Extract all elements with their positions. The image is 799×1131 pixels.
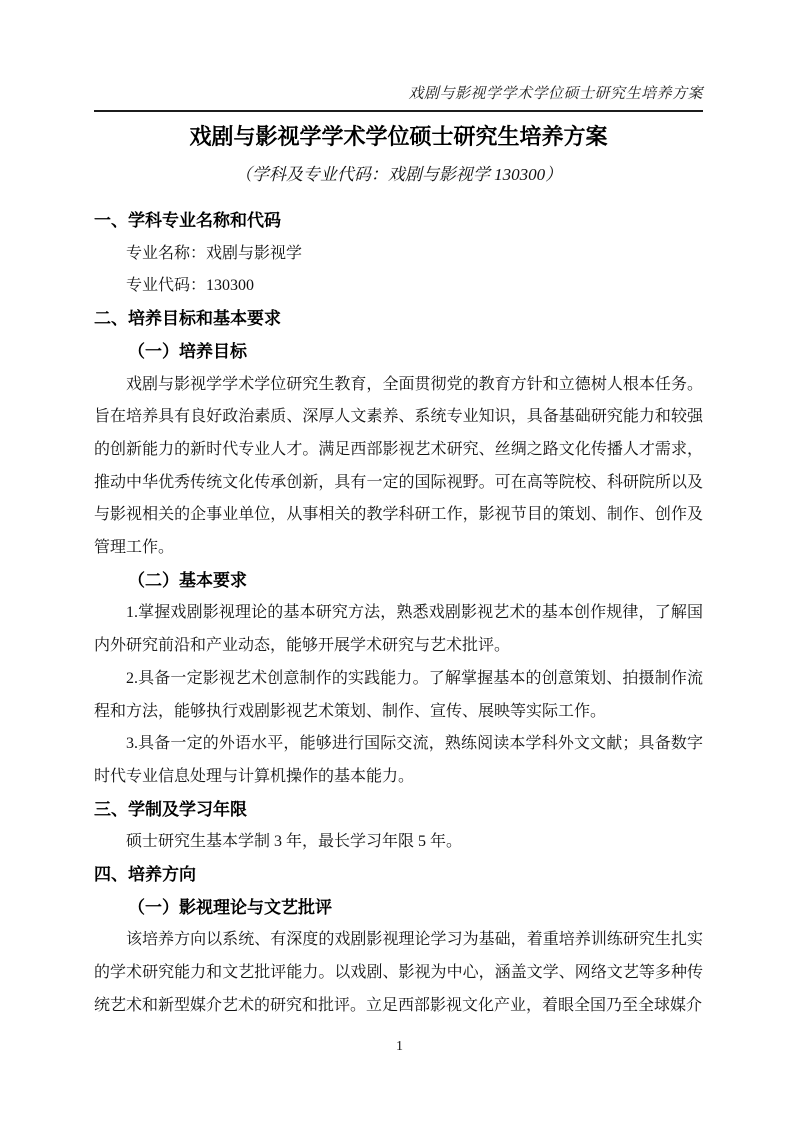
paragraph: 2.具备一定影视艺术创意制作的实践能力。了解掌握基本的创意策划、拍摄制作流程和方法，能够执行戏剧影视艺术策划、制作、宣传、展映等实际工作。 (94, 669, 703, 720)
document-body (94, 205, 703, 1023)
paragraph: 3.具备一定的外语水平，能够进行国际交流，熟练阅读本学科外文文献；具备数字时代专业信息处理与计算机操作的基本能力。 (94, 735, 703, 785)
section-heading: 一、学科专业名称和代码 (94, 211, 281, 230)
subsection-heading: （二）基本要求 (128, 570, 247, 590)
paragraph: 该培养方向以系统、有深度的戏剧影视理论学习为基础，着重培养训练研究生扎实的学术研究能力和文艺批评能力。以戏剧、影视为中心，涵盖文学、网络文艺等多种传统艺术和新型媒介艺术的研究和批评。立足西部影视文化产业，着眼全国乃至全球媒介 (94, 931, 703, 1014)
page-number: 1 (396, 1039, 403, 1054)
indented-line: 专业代码：130300 (126, 277, 255, 295)
page-content (94, 0, 703, 1023)
section-heading: 三、学制及学习年限 (94, 799, 247, 819)
indented-line: 硕士研究生基本学制 3 年，最长学习年限 5 年。 (126, 833, 463, 851)
section-heading: 四、培养方向 (94, 865, 196, 885)
subsection-heading: （一）影视理论与文艺批评 (128, 897, 332, 917)
section-heading: 二、培养目标和基本要求 (94, 309, 281, 329)
paragraph: 戏剧与影视学学术学位研究生教育，全面贯彻党的教育方针和立德树人根本任务。旨在培养具有良好政治素质、深厚人文素养、系统专业知识，具备基础研究能力和较强的创新能力的新时代专业人才。满足西部影视艺术研究、丝绸之路文化传播人才需求，推动中华优秀传统文化传承创新，具有一定的国际视野。可在高等院校、科研院所以及与影视相关的企事业单位，从事相关的教学科研工作，影视节目的策划、制作、创作及管理工作。 (94, 375, 703, 557)
paragraph: 1.掌握戏剧影视理论的基本研究方法，熟悉戏剧影视艺术的基本创作规律，了解国内外研究前沿和产业动态，能够开展学术研究与艺术批评。 (94, 604, 703, 655)
indented-line: 专业名称：戏剧与影视学 (126, 244, 303, 262)
subsection-heading: （一）培养目标 (128, 341, 247, 361)
running-header: 戏剧与影视学学术学位硕士研究生培养方案 (94, 0, 703, 112)
document-subtitle: （学科及专业代码：戏剧与影视学 130300） (234, 165, 563, 184)
document-title: 戏剧与影视学学术学位硕士研究生培养方案 (189, 124, 608, 149)
